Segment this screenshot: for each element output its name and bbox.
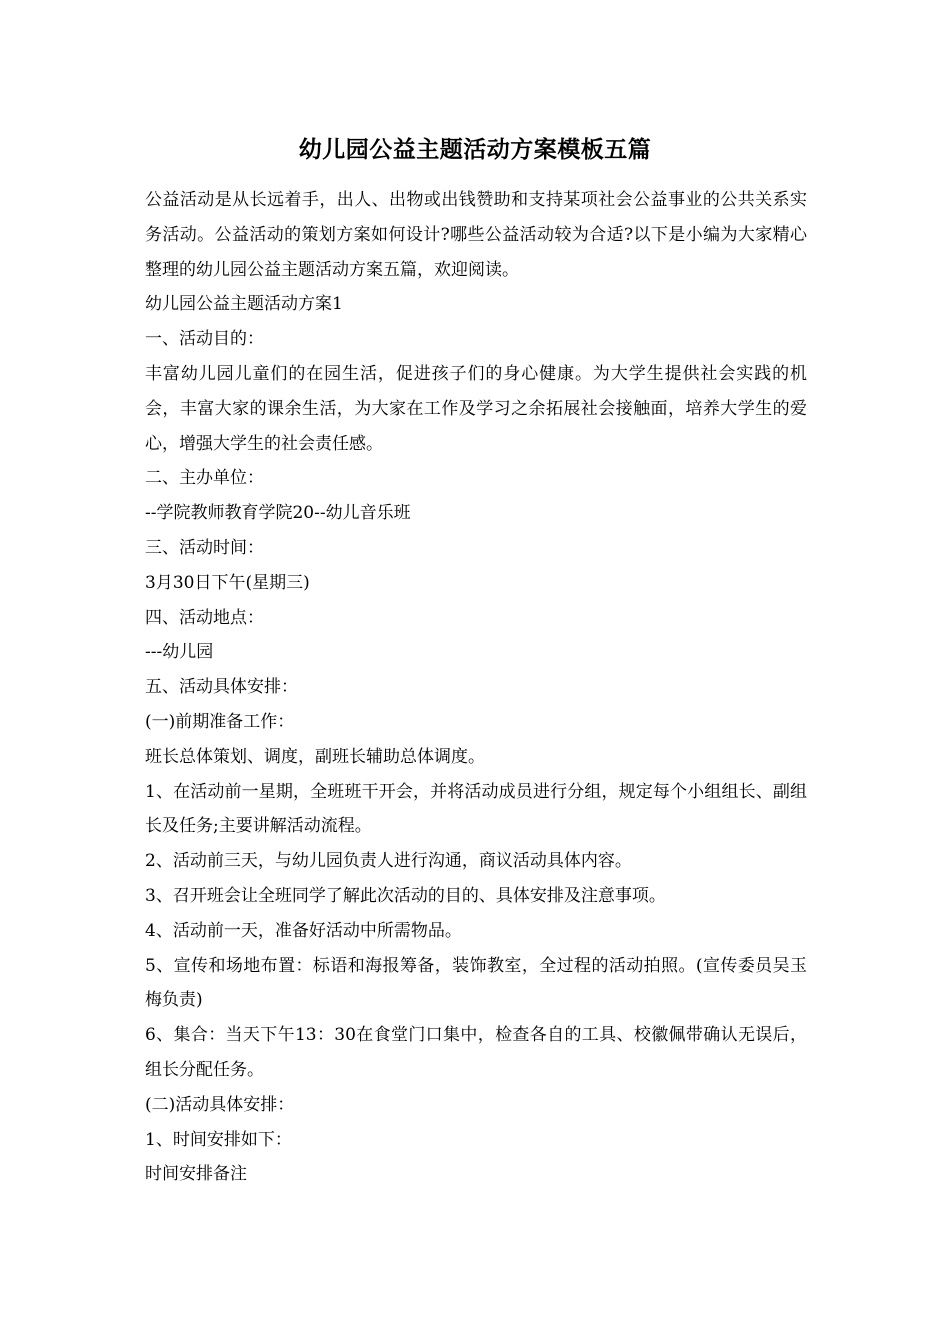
list-item: 3、召开班会让全班同学了解此次活动的目的、具体安排及注意事项。 — [145, 885, 666, 906]
body-paragraph: 丰富幼儿园儿童们的在园生活，促进孩子们的身心健康。为大学生提供社会实践的机会，丰富大家的课余生活，为大家在工作及学习之余拓展社会接触面，培养大学生的爱心，增强大学生的社会责任感。 — [145, 363, 807, 454]
body-paragraph: 时间安排备注 — [145, 1164, 247, 1185]
body-paragraph: --学院教师教育学院20--幼儿音乐班 — [145, 503, 411, 524]
body-paragraph: ---幼儿园 — [145, 642, 214, 663]
section-heading: 幼儿园公益主题活动方案1 — [145, 294, 343, 315]
subsection-heading: 一、活动目的： — [145, 329, 264, 350]
list-item: 1、时间安排如下： — [145, 1129, 292, 1150]
body-paragraph: 班长总体策划、调度，副班长辅助总体调度。 — [145, 746, 485, 767]
document-title: 幼儿园公益主题活动方案模板五篇 — [298, 136, 652, 163]
subsection-heading: 四、活动地点： — [145, 607, 264, 628]
document-body — [145, 183, 807, 1192]
subsection-heading: 三、活动时间： — [145, 537, 264, 558]
body-paragraph: 3月30日下午(星期三) — [145, 572, 310, 593]
list-item: 4、活动前一天，准备好活动中所需物品。 — [145, 920, 462, 941]
intro-paragraph: 公益活动是从长远着手，出人、出物或出钱赞助和支持某项社会公益事业的公共关系实务活动。公益活动的策划方案如何设计?哪些公益活动较为合适?以下是小编为大家精心整理的幼儿园公益主题活动方案五篇，欢迎阅读。 — [145, 190, 807, 280]
list-item: 2、活动前三天，与幼儿园负责人进行沟通，商议活动具体内容。 — [145, 851, 632, 872]
subsection-heading: (二)活动具体安排： — [145, 1094, 295, 1115]
list-item: 6、集合：当天下午13：30在食堂门口集中，检查各自的工具、校徽佩带确认无误后，组长分配任务。 — [145, 1025, 807, 1080]
list-item: 1、在活动前一星期，全班班干开会，并将活动成员进行分组，规定每个小组组长、副组长及任务;主要讲解活动流程。 — [145, 781, 807, 837]
subsection-heading: (一)前期准备工作： — [145, 711, 295, 732]
subsection-heading: 五、活动具体安排： — [145, 677, 298, 698]
list-item: 5、宣传和场地布置：标语和海报筹备，装饰教室，全过程的活动拍照。(宣传委员吴玉梅负责) — [145, 955, 807, 1011]
subsection-heading: 二、主办单位： — [145, 468, 264, 489]
